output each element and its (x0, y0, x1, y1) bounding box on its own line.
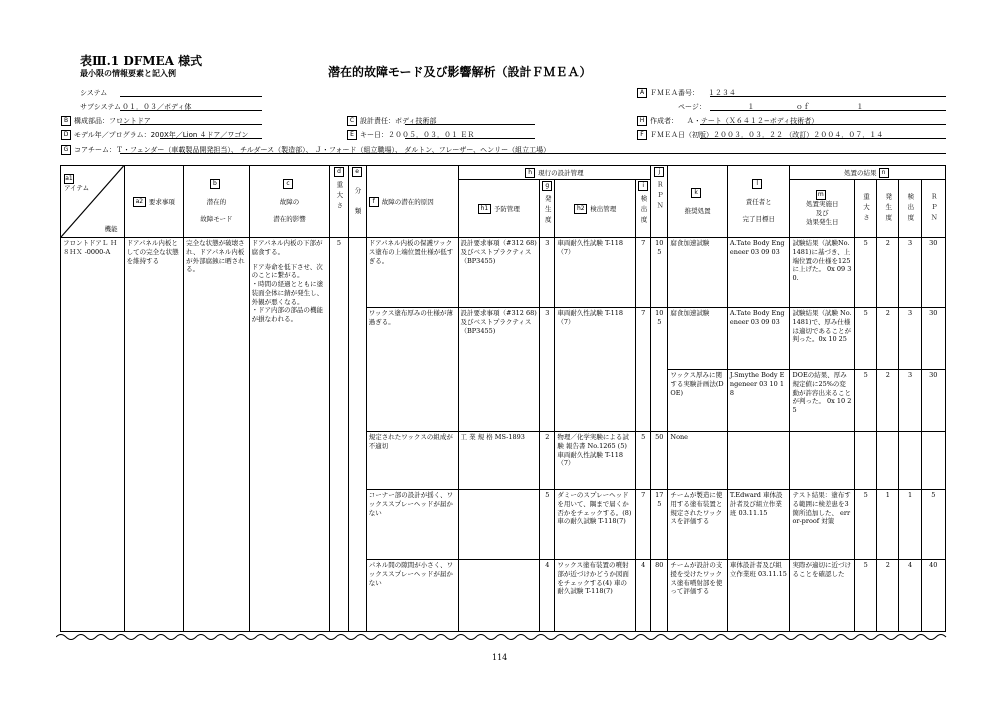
col-mode-header: b 潜在的 故障モード (184, 166, 250, 238)
rsev-cell: 5 (855, 308, 877, 370)
cause-cell: コーナー部の設計が揺く、ワックススプレーヘッドが届かない (366, 490, 458, 560)
subsystem-label: サブシステム (80, 103, 122, 111)
design-resp-field: C 設計責任：ボディ技術部 (347, 116, 436, 126)
col-cls-header: e 分類 (348, 166, 366, 238)
col-rsev-header: 重大さ (855, 180, 877, 238)
col-req-header: a2 要求事項 (124, 166, 184, 238)
col-rrpn-header: ＲＰＮ (921, 180, 945, 238)
taken-cell: 試験結果（試験No.1481)に基づき、上端位置の仕様を125に上げた。 0x 09 30. (790, 238, 855, 308)
det-cell: 4 (636, 560, 651, 632)
req-cell: ドアパネル内板としての完全な状態を維持する (124, 238, 184, 632)
resp-cell: J.Smythe Body Engeneer 03 10 18 (727, 370, 790, 432)
col-effect-header: c 故障の 潜在的影響 (249, 166, 330, 238)
rpn-cell: 50 (651, 432, 668, 490)
action-cell: None (668, 432, 728, 490)
system-label: システム (80, 89, 108, 97)
resp-cell: 車体設計者及び組立作業班 03.11.15 (727, 560, 790, 632)
core-team-field: G コアチーム：Ｔ・フェンダー（車載製品開発担当）、 チルダース（製造部）、 Ｊ・フォード（組立職場）、 ダルトン、フレーザー、ヘンリー（組立工場） (61, 145, 550, 155)
cause-cell: 規定されたワックスの組成が不適切 (366, 432, 458, 490)
detect-cell: 物理／化学実験による試験 報告書 No.1265 (5) 車両耐久性試験 T-118（7） (555, 432, 636, 490)
rpn-cell: 175 (651, 490, 668, 560)
occ-cell: 4 (540, 560, 555, 632)
det-cell: 7 (636, 490, 651, 560)
col-item-header: a1 アイテム 機能 (61, 166, 125, 238)
prepared-by-field: H 作成者： Ａ・テート（Ｘ６４１２−ボディ技術者） (637, 116, 818, 126)
det-cell: 5 (636, 432, 651, 490)
doc-title: 表Ⅲ.1 DFMEA 様式 (80, 54, 203, 68)
col-resp-header: l 責任者と 完了目標日 (727, 166, 790, 238)
rsev-cell (855, 432, 877, 490)
taken-cell: DOEの結果、厚み規定値に25%の変動が許容出来ることが判った。 0x 10 25 (790, 370, 855, 432)
prevent-cell: 工 業 規 格 MS-1893 (458, 432, 540, 490)
col-detect-header: h2 検出管理 (555, 180, 636, 238)
det-cell: 7 (636, 308, 651, 432)
rsev-cell: 5 (855, 370, 877, 432)
cls-cell (348, 238, 366, 632)
rpn-cell: 80 (651, 560, 668, 632)
col-prevent-header: h1 予防管理 (458, 180, 540, 238)
taken-cell: 試験結果（試験 No.1481)で、厚み仕様は適切であることが判った。0x 10 25 (790, 308, 855, 370)
resp-cell (727, 432, 790, 490)
fmea-table (60, 165, 946, 632)
col-taken-header: m 処置実施日 及び 効果発生日 (790, 180, 855, 238)
detect-cell: 車両耐久性試験 T-118（7） (555, 238, 636, 308)
doc-subtitle: 最小限の情報要素と記入例 (80, 69, 176, 78)
rrpn-cell: 30 (921, 238, 945, 308)
col-cause-header: f 故障の潜在的原因 (366, 166, 458, 238)
cause-cell: パネル間の隙間が小さく、ワックススプレーヘッドが届かない (366, 560, 458, 632)
rocc-cell (877, 432, 899, 490)
rpn-cell: 105 (651, 238, 668, 308)
action-cell: 腐食加速試験 (668, 308, 728, 370)
occ-cell: 3 (540, 308, 555, 432)
taken-cell (790, 432, 855, 490)
rdet-cell: 3 (899, 308, 921, 370)
col-controls-header: h 現行の設計管理 (458, 166, 651, 180)
fmea-date-field: F ＦＭＥＡ日（初版）２００３．０３．２２ （改訂）２００４．０７．１４ (637, 130, 883, 140)
wavy-break-line (56, 632, 948, 642)
occ-cell: 3 (540, 238, 555, 308)
fmea-no-field: A ＦＭＥＡ番号： １２３４ (637, 88, 736, 98)
resp-cell: A.Tate Body Engeneer 03 09 03 (727, 308, 790, 370)
rocc-cell: 2 (877, 370, 899, 432)
rsev-cell: 5 (855, 490, 877, 560)
taken-cell: テスト結果：塗布する範囲に検差患を3箇所追加した、 error-proof 対策 (790, 490, 855, 560)
rdet-cell (899, 432, 921, 490)
item-cell: フロントドアＬ Ｈ８ＨＸ -0000-A (61, 238, 125, 632)
detect-cell: 車両耐久性試験 T-118（7） (555, 308, 636, 432)
form-title: 潜在的故障モード及び影響解析（設計ＦＭＥＡ） (328, 65, 592, 79)
mode-cell: 完全な状態が破壊され、ドアパネル内板が外部腐蝕に晒される。 (184, 238, 250, 632)
detect-cell: ワックス塗布装置の噴射部が近づけかどうか図面をチェックする(4) 車の耐久試験 T-118(7) (555, 560, 636, 632)
col-occ-header: g 発生度 (540, 180, 555, 238)
resp-cell: A.Tate Body Engeneer 03 09 03 (727, 238, 790, 308)
rocc-cell: 2 (877, 238, 899, 308)
occ-cell: 5 (540, 490, 555, 560)
rpn-cell: 105 (651, 308, 668, 432)
prevent-cell: 設計要求事項（#312 68)及びベストプラクティス（BP3455) (458, 238, 540, 308)
resp-cell: T.Edward 車体設計者及び組立作業班 03.11.15 (727, 490, 790, 560)
rrpn-cell (921, 432, 945, 490)
prevent-cell (458, 560, 540, 632)
rocc-cell: 2 (877, 308, 899, 370)
subsystem-value: ０１．０３／ボディ体 (122, 103, 192, 111)
action-cell: ワックス厚みに関する実験計画法(DOE) (668, 370, 728, 432)
model-field: D モデル年／プログラム：200X年／Lion ４ドア／ワゴン (61, 130, 248, 140)
col-rpn-header: j ＲＰＮ (651, 166, 668, 238)
rocc-cell: 1 (877, 490, 899, 560)
page-field: ページ： １ ｏｆ １ (678, 103, 864, 111)
col-rdet-header: 検出度 (899, 180, 921, 238)
col-det-header: i 検出度 (636, 180, 651, 238)
occ-cell: 2 (540, 432, 555, 490)
rrpn-cell: 30 (921, 308, 945, 370)
rdet-cell: 3 (899, 370, 921, 432)
rdet-cell: 4 (899, 560, 921, 632)
detect-cell: ダミーのスプレーヘッドを用いて、隅まで届くか否かをチェックする。(8) 車の耐久試験 T-118(7) (555, 490, 636, 560)
col-results-header: 処置の結果 n (790, 166, 946, 180)
rrpn-cell: 5 (921, 490, 945, 560)
cause-cell: ドアパネル内板の保護ワックス塗布の上端位置仕様が低すぎる。 (366, 238, 458, 308)
rdet-cell: 1 (899, 490, 921, 560)
rsev-cell: 5 (855, 238, 877, 308)
rdet-cell: 3 (899, 238, 921, 308)
col-action-header: k 推奨処置 (668, 166, 728, 238)
action-cell: 腐食加速試験 (668, 238, 728, 308)
table-row (61, 238, 946, 308)
prevent-cell: 設計要求事項（#312 68)及びベストプラクティス（BP3455) (458, 308, 540, 432)
det-cell: 7 (636, 238, 651, 308)
rocc-cell: 2 (877, 560, 899, 632)
prevent-cell (458, 490, 540, 560)
action-cell: チームが製造に使用する塗布装置と規定されたワックスを評価する (668, 490, 728, 560)
taken-cell: 実際が適切に近づけることを確認した (790, 560, 855, 632)
col-rocc-header: 発生度 (877, 180, 899, 238)
action-cell: チームが設計の支援を受けたワックス塗布噴射部を使って評価する (668, 560, 728, 632)
page-number: 114 (492, 653, 508, 662)
key-date-field: E キー日：２００５．０３．０１ ＥＲ (347, 130, 474, 140)
sev-cell: 5 (330, 238, 348, 632)
rsev-cell: 5 (855, 560, 877, 632)
cause-cell: ワックス塗布厚みの仕様が薄過ぎる。 (366, 308, 458, 432)
rrpn-cell: 40 (921, 560, 945, 632)
col-sev-header: d 重大さ (330, 166, 348, 238)
effect-cell: ドアパネル内板の下部が腐食する。 ドア寿命を低下させ、次のことに繋がる。 ・時間の経過とともに塗装面全体に錆が発生し、外観が悪くなる。 ・ドア内部の部品の機能が損なわれる。 (249, 238, 330, 632)
rrpn-cell: 30 (921, 370, 945, 432)
component-field: B 構成部品：フロントドア (61, 116, 151, 126)
